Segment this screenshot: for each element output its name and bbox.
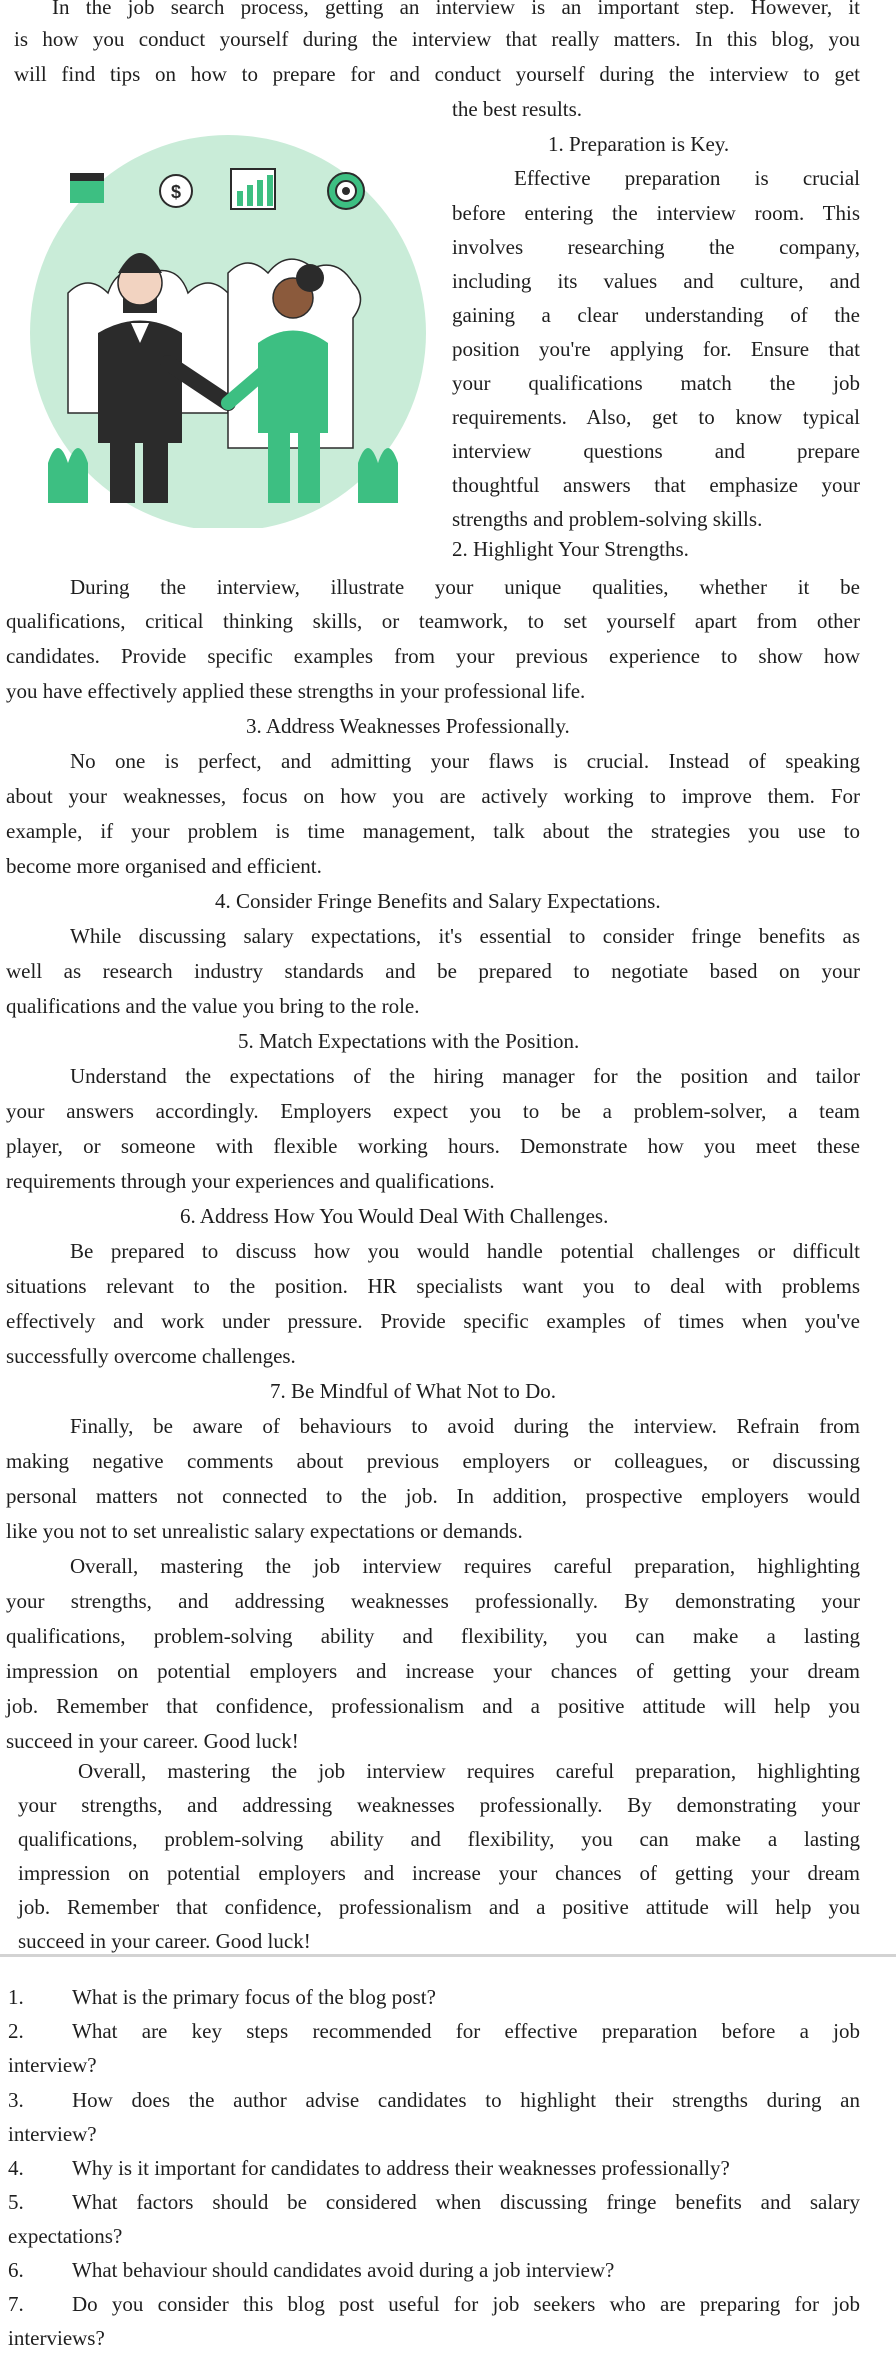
question-item — [8, 2087, 860, 2113]
conclusion-repeat-line: job. Remember that confidence, professionalism and a positive attitude will help you — [18, 1895, 860, 1919]
question-item — [8, 2189, 860, 2215]
section-text-line: qualifications and the value you bring to the role. — [6, 994, 420, 1018]
section-text-line: While discussing salary expectations, it's essential to consider fringe benefits as — [70, 924, 860, 948]
section-text-line: involves researching the company, — [452, 235, 860, 259]
section-text-line: become more organised and efficient. — [6, 854, 322, 878]
question-text-continued: interview? — [8, 2122, 97, 2146]
intro-line: is how you conduct yourself during the interview that really matters. In this blog, you — [14, 27, 860, 51]
intro-line: the best results. — [452, 97, 583, 121]
conclusion-line: Overall, mastering the job interview requires careful preparation, highlighting — [70, 1554, 860, 1578]
conclusion-line: your strengths, and addressing weaknesses professionally. By demonstrating your — [6, 1589, 860, 1613]
section-text-line: candidates. Provide specific examples from your previous experience to show how — [6, 644, 860, 668]
question-number: 3. — [8, 2088, 24, 2112]
section-text-line: position you're applying for. Ensure that — [452, 337, 860, 361]
question-text-continued: interview? — [8, 2053, 97, 2077]
section-text-line: making negative comments about previous employers or colleagues, or discussing — [6, 1449, 860, 1473]
section-text-line: your answers accordingly. Employers expect you to be a problem-solver, a team — [6, 1099, 860, 1123]
section-text-line: During the interview, illustrate your unique qualities, whether it be — [70, 575, 860, 599]
section-heading: 2. Highlight Your Strengths. — [452, 537, 689, 561]
conclusion-repeat-line: succeed in your career. Good luck! — [18, 1929, 311, 1953]
section-text-line: requirements through your experiences and qualifications. — [6, 1169, 495, 1193]
question-item — [8, 2018, 860, 2044]
question-item — [8, 2155, 730, 2181]
section-text-line: like you not to set unrealistic salary expectations or demands. — [6, 1519, 523, 1543]
section-text-line: personal matters not connected to the job. In addition, prospective employers would — [6, 1484, 860, 1508]
section-text-line: No one is perfect, and admitting your flaws is crucial. Instead of speaking — [70, 749, 860, 773]
section-text-line: thoughtful answers that emphasize your — [452, 473, 860, 497]
conclusion-repeat-line: Overall, mastering the job interview requires careful preparation, highlighting — [78, 1759, 860, 1783]
section-text-line: Be prepared to discuss how you would handle potential challenges or difficult — [70, 1239, 860, 1263]
conclusion-repeat-line: your strengths, and addressing weaknesses professionally. By demonstrating your — [18, 1793, 860, 1817]
question-item — [8, 1984, 436, 2010]
section-text-line: qualifications, critical thinking skills, or teamwork, to set yourself apart from other — [6, 609, 860, 633]
section-text-line: example, if your problem is time management, talk about the strategies you use to — [6, 819, 860, 843]
conclusion-repeat-line: impression on potential employers and increase your chances of getting your dream — [18, 1861, 860, 1885]
question-item — [8, 2291, 860, 2317]
conclusion-line: impression on potential employers and increase your chances of getting your dream — [6, 1659, 860, 1683]
question-number: 7. — [8, 2292, 24, 2316]
question-text: Do you consider this blog post useful for job seekers who are preparing for job — [72, 2292, 860, 2316]
question-number: 4. — [8, 2156, 24, 2180]
question-text-continued: expectations? — [8, 2224, 123, 2248]
question-text: What behaviour should candidates avoid during a job interview? — [72, 2258, 615, 2282]
conclusion-line: qualifications, problem-solving ability and flexibility, you can make a lasting — [6, 1624, 860, 1648]
section-heading: 4. Consider Fringe Benefits and Salary Expectations. — [215, 889, 661, 913]
intro-line: will find tips on how to prepare for and conduct yourself during the interview to get — [14, 62, 860, 86]
section-text-line: about your weaknesses, focus on how you are actively working to improve them. For — [6, 784, 860, 808]
question-number: 1. — [8, 1985, 24, 2009]
conclusion-line: succeed in your career. Good luck! — [6, 1729, 299, 1753]
section-text-line: situations relevant to the position. HR specialists want you to deal with problems — [6, 1274, 860, 1298]
section-text-line: you have effectively applied these strengths in your professional life. — [6, 679, 586, 703]
section-text-line: effectively and work under pressure. Provide specific examples of times when you've — [6, 1309, 860, 1333]
interview-handshake-illustration — [28, 133, 428, 528]
question-item — [8, 2257, 614, 2283]
conclusion-repeat-line: qualifications, problem-solving ability and flexibility, you can make a lasting — [18, 1827, 860, 1851]
section-text-line: Understand the expectations of the hiring manager for the position and tailor — [70, 1064, 860, 1088]
section-heading: 3. Address Weaknesses Professionally. — [246, 714, 570, 738]
section-text-line: Effective preparation is crucial — [514, 166, 860, 190]
question-number: 5. — [8, 2190, 24, 2214]
section-text-line: player, or someone with flexible working hours. Demonstrate how you meet these — [6, 1134, 860, 1158]
section-heading: 7. Be Mindful of What Not to Do. — [270, 1379, 557, 1403]
section-text-line: well as research industry standards and be prepared to negotiate based on your — [6, 959, 860, 983]
section-text-line: Finally, be aware of behaviours to avoid during the interview. Refrain from — [70, 1414, 860, 1438]
section-text-line: your qualifications match the job — [452, 371, 860, 395]
section-text-line: before entering the interview room. This — [452, 201, 860, 225]
question-text: Why is it important for candidates to address their weaknesses professionally? — [72, 2156, 730, 2180]
section-text-line: successfully overcome challenges. — [6, 1344, 296, 1368]
section-heading: 5. Match Expectations with the Position. — [238, 1029, 580, 1053]
section-text-line: interview questions and prepare — [452, 439, 860, 463]
section-text-line: requirements. Also, get to know typical — [452, 405, 860, 429]
section-heading: 6. Address How You Would Deal With Challenges. — [180, 1204, 609, 1228]
section-text-line: including its values and culture, and — [452, 269, 860, 293]
conclusion-line: job. Remember that confidence, professionalism and a positive attitude will help you — [6, 1694, 860, 1718]
section-text-line: strengths and problem-solving skills. — [452, 507, 763, 531]
question-number: 6. — [8, 2258, 24, 2282]
question-text: What are key steps recommended for effective preparation before a job — [72, 2019, 860, 2043]
question-text: What factors should be considered when discussing fringe benefits and salary — [72, 2190, 860, 2214]
intro-line: In the job search process, getting an interview is an important step. However, it — [52, 0, 860, 19]
question-text: What is the primary focus of the blog post? — [72, 1985, 436, 2009]
section-divider — [0, 1954, 896, 1957]
question-text-continued: interviews? — [8, 2326, 105, 2350]
section-text-line: gaining a clear understanding of the — [452, 303, 860, 327]
question-number: 2. — [8, 2019, 24, 2043]
svg-text:$: $ — [170, 182, 182, 202]
section-heading: 1. Preparation is Key. — [548, 132, 730, 156]
question-text: How does the author advise candidates to highlight their strengths during an — [72, 2088, 860, 2112]
